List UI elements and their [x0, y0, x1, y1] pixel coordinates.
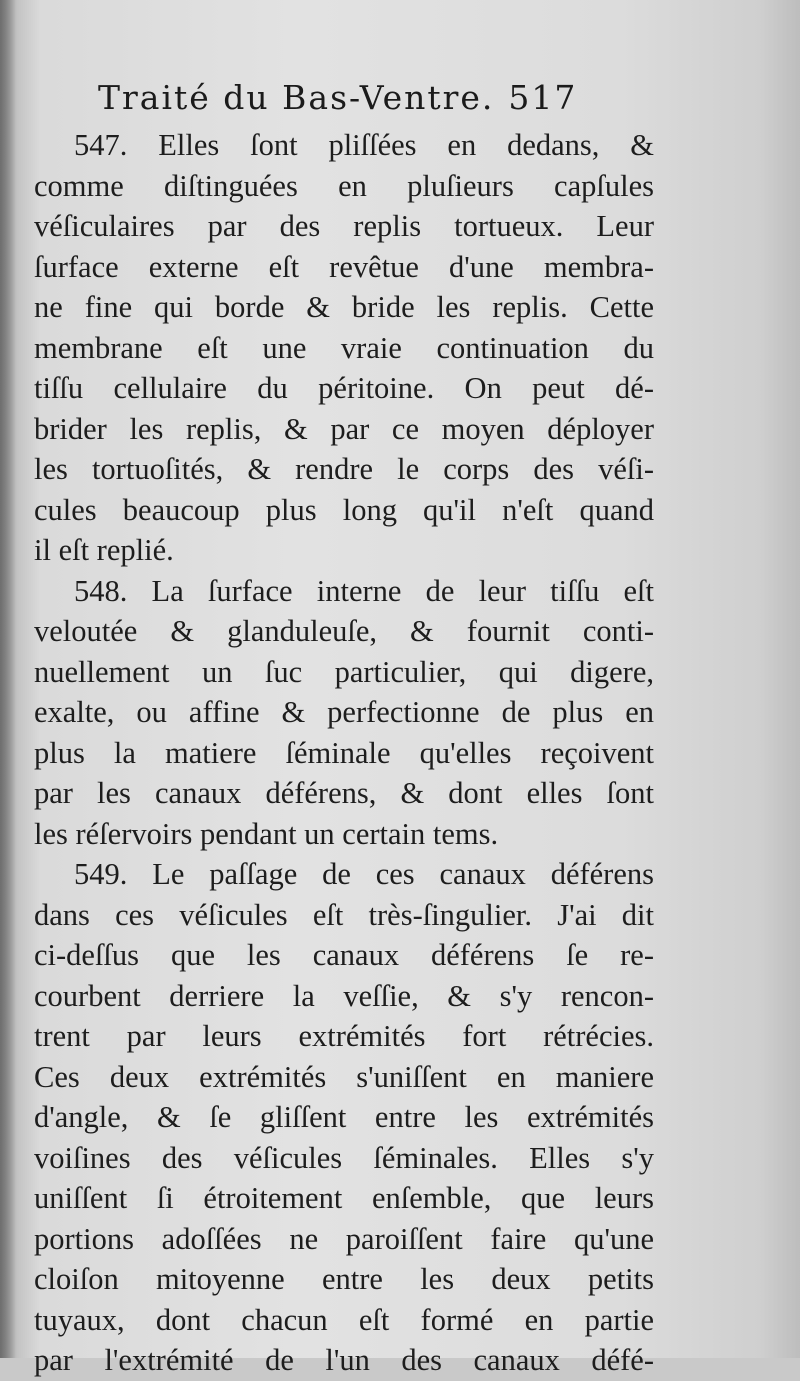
running-head-title: Traité du Bas-Ventre. — [98, 78, 495, 117]
text-line: plus la matiere ſéminale qu'elles reçoivent — [34, 735, 654, 770]
text-line: voiſines des véſicules ſéminales. Elles s'y — [34, 1140, 654, 1175]
text-line: d'angle, & ſe gliſſent entre les extrémités — [34, 1100, 654, 1134]
text-line: Ces deux extrémités s'uniſſent en maniere — [34, 1059, 654, 1094]
text-line: veloutée & glanduleuſe, & fournit conti- — [34, 614, 654, 648]
text-line: ne fine qui borde & bride les replis. Cette — [34, 290, 654, 324]
text-line: membrane eſt une vraie continuation du — [34, 330, 654, 365]
text-line: portions adoſſées ne paroiſſent faire qu'une — [34, 1221, 654, 1256]
text-line: brider les replis, & par ce moyen déployer — [34, 411, 654, 446]
text-line: par les canaux déférens, & dont elles ſont — [34, 776, 654, 810]
text-line: trent par leurs extrémités fort rétrécies. — [34, 1019, 654, 1053]
text-line: 548. La ſurface interne de leur tiſſu eſt — [74, 573, 654, 608]
body-text — [34, 125, 654, 1381]
text-line: dans ces véſicules eſt très-ſingulier. J'ai dit — [34, 897, 654, 932]
text-line: ſurface externe eſt revêtue d'une membra- — [34, 249, 654, 284]
text-line: nuellement un ſuc particulier, qui digere, — [34, 654, 654, 689]
text-line: tiſſu cellulaire du péritoine. On peut dé- — [34, 371, 654, 405]
text-line: les tortuoſités, & rendre le corps des véſi- — [34, 452, 654, 486]
text-line: uniſſent ſi étroitement enſemble, que leurs — [34, 1181, 654, 1215]
text-line: cules beaucoup plus long qu'il n'eſt quand — [34, 492, 654, 527]
text-line: par l'extrémité de l'un des canaux défé- — [34, 1343, 654, 1377]
text-line: tuyaux, dont chacun eſt formé en partie — [34, 1302, 654, 1337]
text-line: comme diſtinguées en pluſieurs capſules — [34, 168, 654, 203]
text-line: 547. Elles ſont pliſſées en dedans, & — [74, 128, 654, 162]
text-line: il eſt replié. — [34, 533, 174, 567]
text-line: véſiculaires par des replis tortueux. Leur — [34, 209, 654, 243]
text-line: 549. Le paſſage de ces canaux déférens — [74, 857, 654, 891]
gutter-shadow — [0, 0, 16, 1358]
text-line: exalte, ou affine & perfectionne de plus en — [34, 695, 654, 729]
text-line: les réſervoirs pendant un certain tems. — [34, 816, 499, 851]
running-head — [98, 78, 658, 117]
text-line: ci-deſſus que les canaux déférens ſe re- — [34, 938, 654, 972]
text-line: courbent derriere la veſſie, & s'y rencon- — [34, 978, 654, 1013]
text-line: cloiſon mitoyenne entre les deux petits — [34, 1262, 654, 1296]
page-number: 517 — [508, 78, 578, 117]
